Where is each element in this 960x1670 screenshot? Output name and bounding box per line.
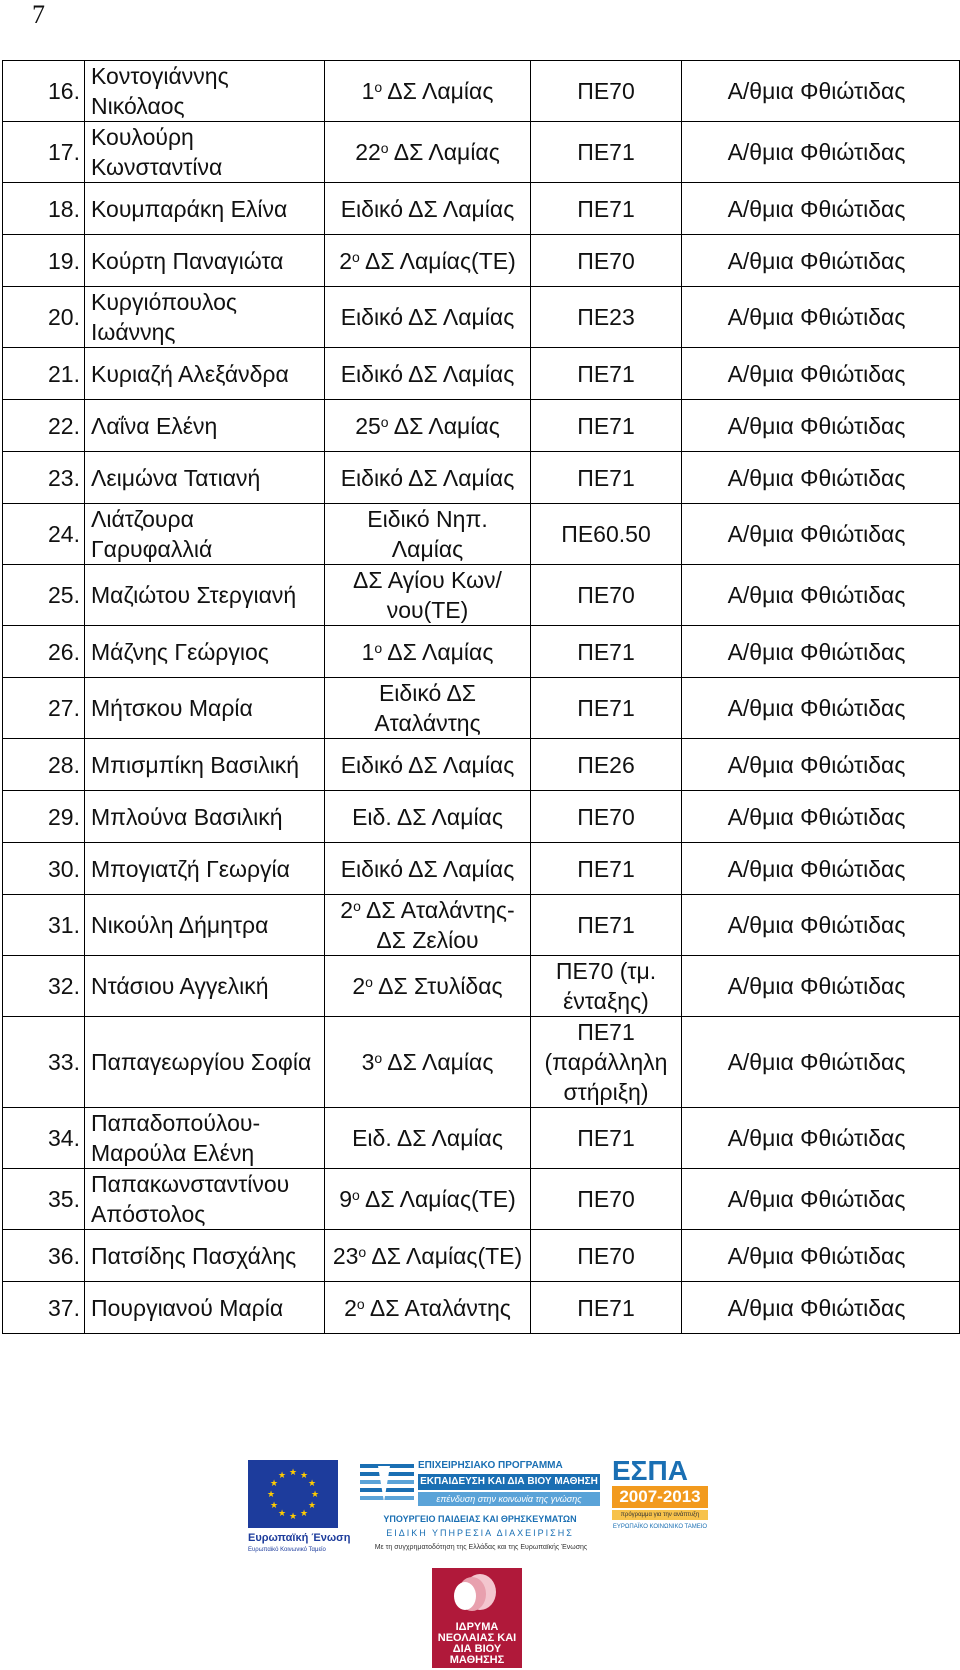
school-name-main: Ειδ. ΔΣ Λαμίας	[352, 1125, 503, 1151]
school-name	[325, 843, 531, 895]
school-name-main: Ειδικό ΔΣ Λαμίας	[340, 195, 515, 222]
table-row	[3, 678, 960, 739]
profile-heads-icon	[450, 1572, 500, 1616]
eu-star-icon: ★	[269, 1478, 279, 1488]
specialty-code: ΠΕ71	[531, 400, 682, 452]
specialty-code: ΠΕ71	[531, 678, 682, 739]
table-row	[3, 504, 960, 565]
school-name-main: 2	[339, 247, 353, 274]
row-number: 29.	[3, 791, 85, 843]
row-number: 36.	[3, 1230, 85, 1282]
ordinal-suffix: ο	[380, 413, 389, 430]
employee-name: Μπισμπίκη Βασιλική	[85, 739, 325, 791]
school-name	[325, 400, 531, 452]
eu-star-icon: ★	[308, 1500, 317, 1510]
school-name-main: 1	[361, 78, 375, 104]
directorate: Α/θμια Φθιώτιδας	[682, 235, 960, 287]
specialty-code: ΠΕ71	[531, 122, 682, 183]
eu-title: Ευρωπαϊκή Ένωση	[248, 1532, 351, 1544]
directorate: Α/θμια Φθιώτιδας	[682, 61, 960, 122]
school-name	[325, 61, 531, 122]
row-number: 23.	[3, 452, 85, 504]
specialty-code: ΠΕ70	[531, 791, 682, 843]
school-name-main: 22	[355, 139, 381, 165]
eu-star-icon: ★	[311, 1489, 320, 1499]
specialty-code: ΠΕ26	[531, 739, 682, 791]
epeaek-ministry: ΥΠΟΥΡΓΕΙΟ ΠΑΙΔΕΙΑΣ ΚΑΙ ΘΡΗΣΚΕΥΜΑΤΩΝ	[383, 1514, 577, 1524]
table-row	[3, 400, 960, 452]
directorate: Α/θμια Φθιώτιδας	[682, 122, 960, 183]
directorate: Α/θμια Φθιώτιδας	[682, 739, 960, 791]
directorate: Α/θμια Φθιώτιδας	[682, 348, 960, 400]
directorate: Α/θμια Φθιώτιδας	[682, 183, 960, 235]
row-number: 30.	[3, 843, 85, 895]
school-name	[325, 1169, 531, 1230]
school-name-main: ΔΣ Αγίου Κων/νου(ΤΕ)	[353, 567, 502, 623]
ordinal-suffix: ο	[352, 1187, 360, 1203]
row-number: 24.	[3, 504, 85, 565]
school-name-rest: ΔΣ Αταλάντης	[364, 1294, 511, 1321]
school-name	[325, 565, 531, 626]
school-name-main: Ειδικό ΔΣ Λαμίας	[340, 304, 515, 330]
employee-name: Μαζιώτου Στεργιανή	[85, 565, 325, 626]
school-name-main: 2	[344, 1294, 357, 1321]
employee-name: Ντάσιου Αγγελική	[85, 956, 325, 1017]
specialty-code: ΠΕ70 (τμ. ένταξης)	[531, 956, 682, 1017]
table-row	[3, 348, 960, 400]
idryma-logo	[432, 1568, 522, 1668]
specialty-code: ΠΕ70	[531, 565, 682, 626]
school-name-rest: ΔΣ Λαμίας(ΤΕ)	[359, 1186, 516, 1212]
directorate: Α/θμια Φθιώτιδας	[682, 400, 960, 452]
school-name	[325, 287, 531, 348]
espa-logo	[612, 1456, 708, 1536]
employee-name: Πουργιανού Μαρία	[85, 1282, 325, 1334]
specialty-code: ΠΕ70	[531, 61, 682, 122]
eu-star-icon: ★	[278, 1508, 287, 1519]
eu-flag-logo	[248, 1460, 338, 1528]
specialty-code: ΠΕ71	[531, 183, 682, 235]
table-row	[3, 287, 960, 348]
ordinal-suffix: ο	[365, 974, 373, 990]
specialty-code: ΠΕ70	[531, 1230, 682, 1282]
staff-table	[2, 60, 960, 1334]
school-name-rest: ΔΣ Στυλίδας	[372, 973, 503, 999]
ordinal-suffix: ο	[380, 140, 389, 156]
school-name-main: 23	[332, 1242, 359, 1269]
directorate: Α/θμια Φθιώτιδας	[682, 791, 960, 843]
employee-name: Κουλούρη Κωνσταντίνα	[85, 122, 325, 183]
school-name-main: 25	[355, 412, 381, 439]
school-name-main: 9	[339, 1186, 353, 1212]
row-number: 32.	[3, 956, 85, 1017]
row-number: 20.	[3, 287, 85, 348]
table-row	[3, 1282, 960, 1334]
employee-name: Μπλούνα Βασιλική	[85, 791, 325, 843]
espa-title: ΕΣΠΑ	[612, 1455, 688, 1486]
row-number: 34.	[3, 1108, 85, 1169]
school-name-rest: ΔΣ Λαμίας	[382, 1049, 494, 1075]
directorate: Α/θμια Φθιώτιδας	[682, 895, 960, 956]
school-name-rest: ΔΣ Λαμίας	[382, 78, 494, 104]
espa-years: 2007-2013	[612, 1486, 708, 1508]
specialty-code: ΠΕ71	[531, 626, 682, 678]
directorate: Α/θμια Φθιώτιδας	[682, 843, 960, 895]
school-name	[325, 1108, 531, 1169]
school-name-rest: ΔΣ Λαμίας(ΤΕ)	[359, 247, 516, 274]
specialty-code: ΠΕ23	[531, 287, 682, 348]
school-name-main: 2	[340, 897, 354, 923]
school-name-main: 1	[361, 638, 375, 665]
school-name	[325, 452, 531, 504]
footer-logos	[0, 1450, 960, 1670]
row-number: 19.	[3, 235, 85, 287]
school-name-main: 2	[352, 973, 366, 999]
table-row	[3, 843, 960, 895]
school-name-rest: ΔΣ Λαμίας(ΤΕ)	[366, 1242, 523, 1269]
specialty-code: ΠΕ70	[531, 235, 682, 287]
employee-name: Λιάτζουρα Γαρυφαλλιά	[85, 504, 325, 565]
school-name-main: Ειδικό ΔΣ Λαμίας	[340, 855, 515, 882]
school-name-rest: ΔΣ Λαμίας	[388, 412, 500, 439]
table-row	[3, 1108, 960, 1169]
eu-star-icon: ★	[300, 1508, 309, 1519]
epeaek-cofunding: Με τη συγχρηματοδότηση της Ελλάδας και της Ευρωπαϊκής Ένωσης	[374, 1544, 588, 1551]
espa-tagline: πρόγραμμα για την ανάπτυξη	[612, 1510, 708, 1520]
employee-name: Λειμώνα Τατιανή	[85, 452, 325, 504]
row-number: 28.	[3, 739, 85, 791]
school-name-main: Ειδικό ΔΣ Αταλάντης	[374, 680, 481, 736]
specialty-code: ΠΕ70	[531, 1169, 682, 1230]
epeaek-service: ΕΙΔΙΚΗ ΥΠΗΡΕΣΙΑ ΔΙΑΧΕΙΡΙΣΗΣ	[386, 1528, 574, 1538]
specialty-code: ΠΕ71	[531, 348, 682, 400]
table-row	[3, 122, 960, 183]
row-number: 22.	[3, 400, 85, 452]
table-row	[3, 626, 960, 678]
table-row	[3, 1230, 960, 1282]
row-number: 33.	[3, 1017, 85, 1108]
eu-subtitle: Ευρωπαϊκό Κοινωνικό Ταμείο	[248, 1547, 326, 1553]
employee-name: Μάζνης Γεώργιος	[85, 626, 325, 678]
specialty-code: ΠΕ71	[531, 452, 682, 504]
school-name-rest: ΔΣ Αταλάντης-ΔΣ Ζελίου	[360, 897, 515, 953]
table-row	[3, 452, 960, 504]
table-row	[3, 895, 960, 956]
employee-name: Λαΐνα Ελένη	[85, 400, 325, 452]
table-row	[3, 1017, 960, 1108]
row-number: 18.	[3, 183, 85, 235]
school-name	[325, 183, 531, 235]
school-name	[325, 791, 531, 843]
ordinal-suffix: ο	[352, 248, 360, 265]
row-number: 26.	[3, 626, 85, 678]
school-name	[325, 956, 531, 1017]
school-name-main: Ειδικό Νηπ. Λαμίας	[367, 506, 488, 562]
school-name	[325, 1282, 531, 1334]
eu-star-icon: ★	[267, 1489, 276, 1499]
directorate: Α/θμια Φθιώτιδας	[682, 1282, 960, 1334]
employee-name: Κυριαζή Αλεξάνδρα	[85, 348, 325, 400]
row-number: 37.	[3, 1282, 85, 1334]
table-row	[3, 791, 960, 843]
employee-name: Κούρτη Παναγιώτα	[85, 235, 325, 287]
school-name	[325, 348, 531, 400]
epeaek-line-2: ΕΚΠΑΙΔΕΥΣΗ ΚΑΙ ΔΙΑ ΒΙΟΥ ΜΑΘΗΣΗ	[418, 1474, 600, 1490]
school-name-rest: ΔΣ Λαμίας	[388, 139, 500, 165]
directorate: Α/θμια Φθιώτιδας	[682, 678, 960, 739]
row-number: 17.	[3, 122, 85, 183]
directorate: Α/θμια Φθιώτιδας	[682, 287, 960, 348]
school-name	[325, 1017, 531, 1108]
school-name	[325, 895, 531, 956]
row-number: 21.	[3, 348, 85, 400]
row-number: 31.	[3, 895, 85, 956]
specialty-code: ΠΕ71	[531, 843, 682, 895]
espa-footer: ΕΥΡΩΠΑΪΚΟ ΚΟΙΝΩΝΙΚΟ ΤΑΜΕΙΟ	[612, 1524, 708, 1530]
directorate: Α/θμια Φθιώτιδας	[682, 452, 960, 504]
school-name-main: Ειδικό ΔΣ Λαμίας	[340, 360, 515, 387]
specialty-code: ΠΕ60.50	[531, 504, 682, 565]
employee-name: Κουμπαράκη Ελίνα	[85, 183, 325, 235]
ordinal-suffix: ο	[374, 1050, 383, 1066]
directorate: Α/θμια Φθιώτιδας	[682, 626, 960, 678]
epeaek-logo	[360, 1458, 600, 1558]
row-number: 16.	[3, 61, 85, 122]
directorate: Α/θμια Φθιώτιδας	[682, 1169, 960, 1230]
idryma-text: ΙΔΡΥΜΑ ΝΕΟΛΑΙΑΣ ΚΑΙ ΔΙΑ ΒΙΟΥ ΜΑΘΗΣΗΣ	[437, 1621, 517, 1666]
school-name-main: Ειδικό ΔΣ Λαμίας	[340, 464, 515, 491]
directorate: Α/θμια Φθιώτιδας	[682, 956, 960, 1017]
directorate: Α/θμια Φθιώτιδας	[682, 565, 960, 626]
directorate: Α/θμια Φθιώτιδας	[682, 1230, 960, 1282]
row-number: 27.	[3, 678, 85, 739]
ordinal-suffix: ο	[374, 639, 383, 656]
school-name	[325, 122, 531, 183]
epeaek-stripes-icon	[360, 1460, 414, 1506]
school-name-main: Ειδικό ΔΣ Λαμίας	[340, 751, 515, 778]
table-row	[3, 956, 960, 1017]
eu-star-icon: ★	[269, 1500, 279, 1510]
eu-star-icon: ★	[289, 1511, 298, 1521]
specialty-code: ΠΕ71	[531, 895, 682, 956]
specialty-code: ΠΕ71 (παράλληλη στήριξη)	[531, 1017, 682, 1108]
page-number: 7	[32, 0, 45, 29]
school-name	[325, 678, 531, 739]
employee-name: Παπακωνσταντίνου Απόστολος	[85, 1169, 325, 1230]
employee-name: Μήτσκου Μαρία	[85, 678, 325, 739]
eu-star-icon: ★	[289, 1467, 298, 1477]
table-row	[3, 235, 960, 287]
eu-star-icon: ★	[300, 1469, 309, 1480]
school-name	[325, 626, 531, 678]
employee-name: Κοντογιάννης Νικόλαος	[85, 61, 325, 122]
employee-name: Νικούλη Δήμητρα	[85, 895, 325, 956]
row-number: 35.	[3, 1169, 85, 1230]
directorate: Α/θμια Φθιώτιδας	[682, 504, 960, 565]
school-name	[325, 235, 531, 287]
epeaek-line-1: ΕΠΙΧΕΙΡΗΣΙΑΚΟ ΠΡΟΓΡΑΜΜΑ	[418, 1460, 563, 1471]
table-row	[3, 739, 960, 791]
school-name	[325, 504, 531, 565]
ordinal-suffix: ο	[358, 1243, 367, 1260]
ordinal-suffix: ο	[356, 1295, 365, 1312]
employee-name: Κυργιόπουλος Ιωάννης	[85, 287, 325, 348]
directorate: Α/θμια Φθιώτιδας	[682, 1108, 960, 1169]
ordinal-suffix: ο	[374, 79, 383, 95]
table-row	[3, 183, 960, 235]
eu-star-icon: ★	[278, 1469, 287, 1480]
directorate: Α/θμια Φθιώτιδας	[682, 1017, 960, 1108]
table-row	[3, 61, 960, 122]
epeaek-tagline: επένδυση στην κοινωνία της γνώσης	[418, 1492, 600, 1506]
table-row	[3, 1169, 960, 1230]
table-row	[3, 565, 960, 626]
row-number: 25.	[3, 565, 85, 626]
eu-star-icon: ★	[308, 1478, 317, 1488]
employee-name: Μπογιατζή Γεωργία	[85, 843, 325, 895]
school-name	[325, 1230, 531, 1282]
school-name-main: Ειδ. ΔΣ Λαμίας	[352, 803, 503, 830]
school-name	[325, 739, 531, 791]
school-name-rest: ΔΣ Λαμίας	[382, 638, 494, 665]
employee-name: Πατσίδης Πασχάλης	[85, 1230, 325, 1282]
employee-name: Παπαδοπούλου-Μαρούλα Ελένη	[85, 1108, 325, 1169]
specialty-code: ΠΕ71	[531, 1282, 682, 1334]
employee-name: Παπαγεωργίου Σοφία	[85, 1017, 325, 1108]
specialty-code: ΠΕ71	[531, 1108, 682, 1169]
school-name-main: 3	[361, 1049, 375, 1075]
ordinal-suffix: ο	[353, 898, 361, 914]
